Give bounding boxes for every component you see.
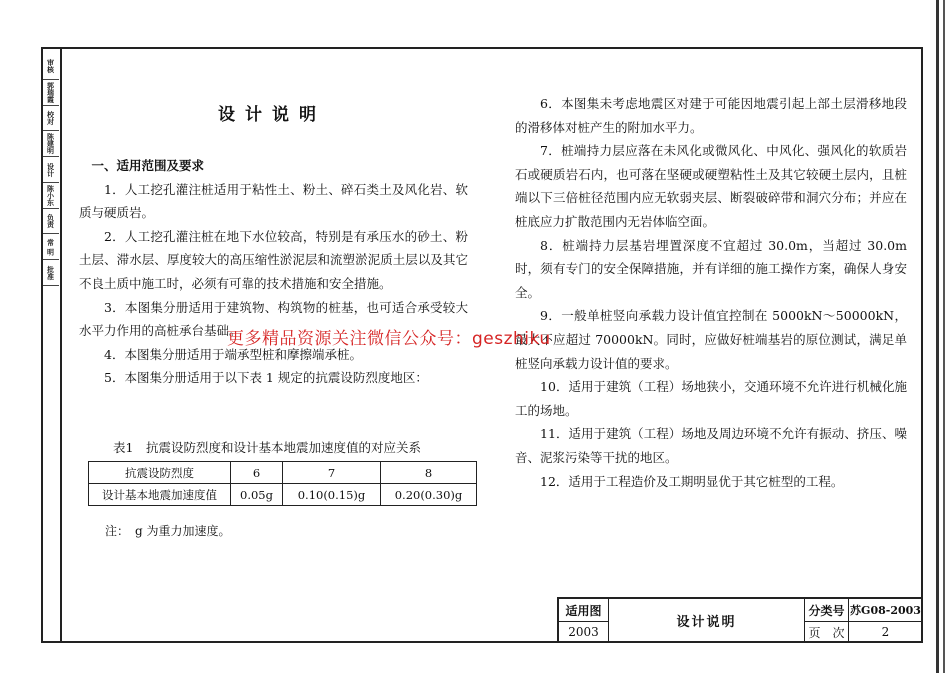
paragraph: 4．本图集分册适用于端承型桩和摩擦端承桩。 [104,346,362,362]
table-cell: 0.05g [231,484,283,506]
strip-cell: 审核 [43,54,59,80]
strip-cell: 设计 [43,157,59,183]
section-heading: 一、适用范围及要求 [91,158,205,173]
paragraph: 10．适用于建筑（工程）场地狭小，交通环境不允许进行机械化施工的场地。 [515,379,907,418]
strip-cell: 批准 [43,260,59,286]
paragraph: 7．桩端持力层应落在未风化或微风化、中风化、强风化的软质岩石或硬质岩石内，也可落在坚硬或硬塑粘性土及其它较硬土层内，且桩端以下三倍桩径范围内应无软弱夹层、断裂破碎带和洞穴分布；并应在桩底应力扩散范围内无岩体临空面。 [515,143,907,229]
paragraph: 8．桩端持力层基岩埋置深度不宜超过 30.0m，当超过 30.0m 时，须有专门的安全保障措施，并有详细的施工操作方案，确保人身安全。 [515,237,907,300]
strip-cell: 陈建明 [43,131,59,157]
table-cell: 7 [283,462,381,484]
signature-strip [43,54,59,286]
table-cell: 0.20(0.30)g [381,484,477,506]
strip-cell: 陈小东 [43,183,59,209]
title-block-category-number: 苏G08-2003 [849,599,923,622]
paragraph: 9．一般单桩竖向承载力设计值宜控制在 5000kN～50000kN，最大不应超过 70000kN。同时，应做好桩端基岩的原位测试，满足单桩竖向承载力设计值的要求。 [515,308,907,371]
strip-cell: 郭瑞霞 [43,80,59,106]
table-row [89,484,477,506]
strip-cell: 负责 [43,209,59,235]
paragraph: 1．人工挖孔灌注桩适用于粘性土、粉土、碎石类土及风化岩、软质与硬质岩。 [79,181,468,221]
table-cell: 8 [381,462,477,484]
table-cell: 6 [231,462,283,484]
title-block-year: 2003 [559,622,609,643]
watermark-overlay: 更多精品资源关注微信公众号：geszhiku [227,329,551,349]
table-cell: 抗震设防烈度 [89,462,231,484]
title-block-page-number: 2 [849,622,923,643]
table-cell: 设计基本地震加速度值 [89,484,231,506]
right-column [515,92,907,493]
seismic-table [88,461,477,506]
paragraph: 5．本图集分册适用于以下表 1 规定的抗震设防烈度地区： [104,370,428,386]
paragraph: 11．适用于建筑（工程）场地及周边环境不允许有振动、挤压、噪音、泥浆污染等干扰的地区。 [515,426,907,465]
paragraph: 6．本图集未考虑地震区对建于可能因地震引起上部土层滑移地段的滑移体对桩产生的附加水平力。 [515,96,907,135]
paragraph: 2．人工挖孔灌注桩在地下水位较高，特别是有承压水的砂土、粉土层、滞水层、厚度较大的高压缩性淤泥层和流塑淤泥质土层以及其它不良土质中施工时，必须有可靠的技术措施和安全措施。 [79,228,468,291]
table-note: 注： g 为重力加速度。 [105,524,231,538]
title-block-label-category: 分类号 [805,599,849,622]
table-cell: 0.10(0.15)g [283,484,381,506]
title-block [557,597,923,643]
binding-margin-line [60,47,62,643]
table-row [89,462,477,484]
page-title: 设计说明 [218,105,326,125]
scan-edge [936,0,939,673]
title-block-label-page: 页 次 [805,622,849,643]
table-caption: 表1 抗震设防烈度和设计基本地震加速度值的对应关系 [113,440,421,455]
strip-cell: 校对 [43,106,59,132]
left-column [79,154,468,390]
scan-edge-outer [943,0,945,673]
title-block-label-set: 适用图 [559,599,609,622]
strip-cell: 常 明 [43,234,59,260]
paragraph: 3．本图集分册适用于建筑物、构筑物的桩基，也可适合承受较大水平力作用的高桩承台基础。 [79,299,468,339]
title-block-name: 设计说明 [609,599,805,643]
paragraph: 12．适用于工程造价及工期明显优于其它桩型的工程。 [540,473,844,489]
